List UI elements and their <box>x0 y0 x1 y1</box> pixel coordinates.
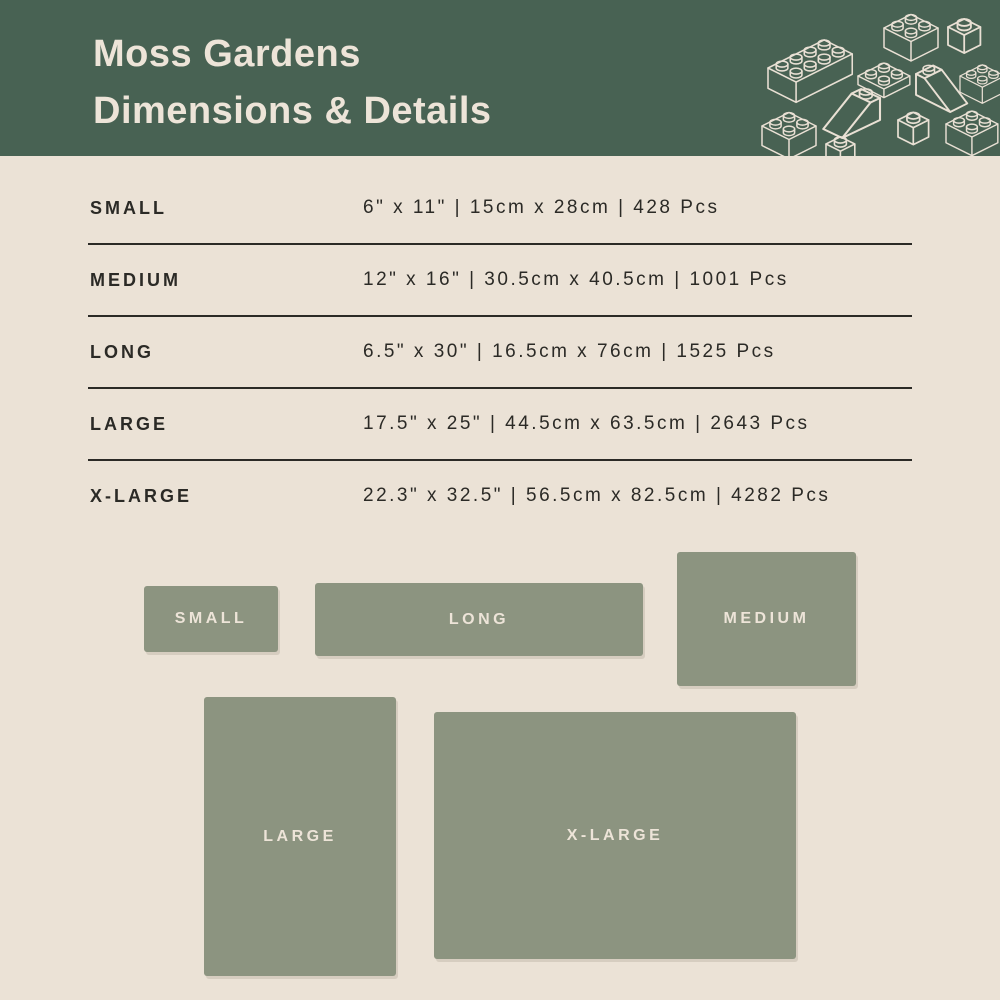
size-name: LONG <box>90 341 154 362</box>
size-name: LARGE <box>90 413 168 434</box>
page-title <box>93 26 492 140</box>
size-table <box>88 173 912 531</box>
size-details: 12" x 16" | 30.5cm x 40.5cm | 1001 Pcs <box>363 269 789 290</box>
lego-bricks-icon <box>740 0 1000 156</box>
table-row-xlarge <box>88 459 912 531</box>
size-box-label: X-LARGE <box>566 826 664 844</box>
size-name: X-LARGE <box>90 485 192 506</box>
size-box-label: SMALL <box>174 610 248 627</box>
page-title-line1: Moss Gardens <box>93 33 361 75</box>
size-details: 6.5" x 30" | 16.5cm x 76cm | 1525 Pcs <box>363 341 776 362</box>
size-box-small <box>144 586 278 652</box>
size-name: SMALL <box>90 197 167 218</box>
size-box-xlarge <box>434 712 796 959</box>
size-box-label: LONG <box>448 610 510 628</box>
page-title-line2: Dimensions & Details <box>93 90 492 132</box>
size-name: MEDIUM <box>90 269 181 290</box>
table-row-medium <box>88 243 912 315</box>
header-banner <box>0 0 1000 156</box>
size-details: 22.3" x 32.5" | 56.5cm x 82.5cm | 4282 Pcs <box>363 485 831 506</box>
size-box-large <box>204 697 396 976</box>
size-box-label: MEDIUM <box>723 610 810 627</box>
size-box-long <box>315 583 643 656</box>
table-row-small <box>88 173 912 243</box>
table-row-large <box>88 387 912 459</box>
size-details: 6" x 11" | 15cm x 28cm | 428 Pcs <box>363 197 720 218</box>
size-box-medium <box>677 552 856 686</box>
size-details: 17.5" x 25" | 44.5cm x 63.5cm | 2643 Pcs <box>363 413 810 434</box>
size-box-label: LARGE <box>263 827 337 845</box>
table-row-long <box>88 315 912 387</box>
